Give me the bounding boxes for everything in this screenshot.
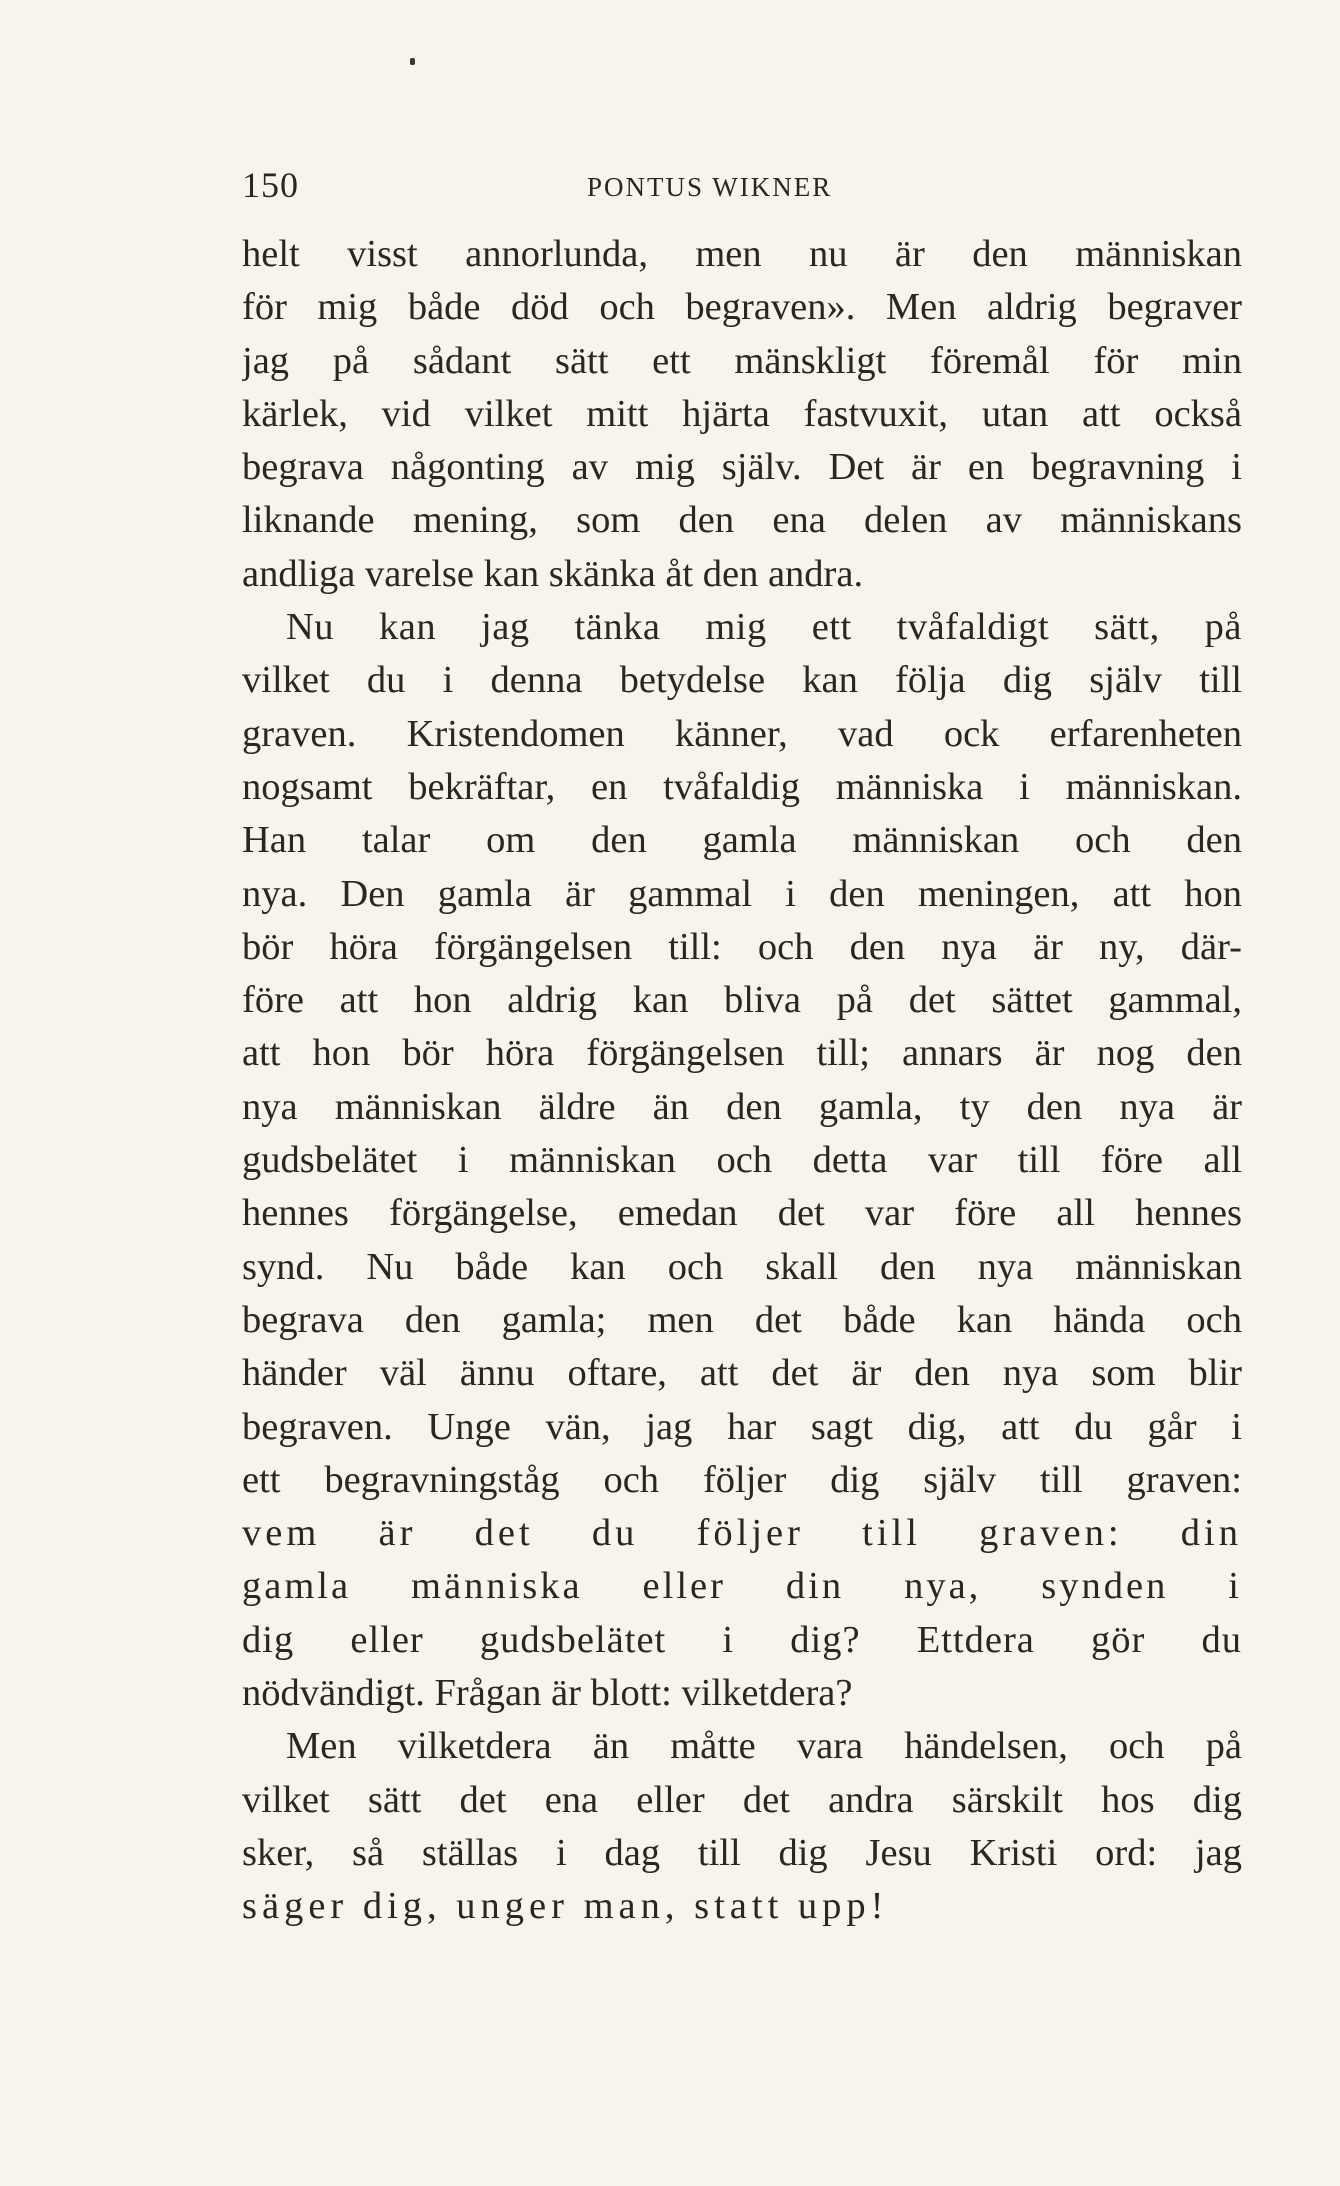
text-line: begrava någonting av mig själv. Det är en begravning i — [242, 446, 1242, 489]
text-line: synd. Nu både kan och skall den nya människan — [242, 1245, 1242, 1288]
text-line: begrava den gamla; men det både kan hända och — [242, 1298, 1242, 1341]
text-line: att hon bör höra förgängelsen till; annars är nog den — [242, 1032, 1242, 1075]
text-line: helt visst annorlunda, men nu är den människan — [242, 233, 1242, 275]
text-line: jag på sådant sätt ett mänskligt föremål för min — [242, 339, 1242, 382]
text-line: hennes förgängelse, emedan det var före all hennes — [242, 1192, 1242, 1235]
text-line: Han talar om den gamla människan och den — [242, 819, 1242, 862]
text-line: andliga varelse kan skänka åt den andra. — [242, 552, 864, 595]
text-line: vilket sätt det ena eller det andra särskilt hos dig — [242, 1778, 1242, 1821]
text-line: dig eller gudsbelätet i dig? Ettdera gör du — [242, 1618, 1242, 1661]
text-line: vilket du i denna betydelse kan följa dig själv till — [242, 659, 1242, 702]
running-head: PONTUS WIKNER — [587, 172, 833, 202]
text-line: graven. Kristendomen känner, vad ock erfarenheten — [242, 712, 1242, 755]
text-line: liknande mening, som den ena delen av människans — [242, 499, 1242, 542]
page-header — [242, 160, 1242, 208]
text-line: Nu kan jag tänka mig ett tvåfaldigt sätt, på — [286, 606, 1242, 649]
text-line: bör höra förgängelsen till: och den nya är ny, där- — [242, 925, 1242, 968]
text-line: nödvändigt. Frågan är blott: vilketdera? — [242, 1672, 853, 1715]
text-line: säger dig, unger man, statt upp! — [242, 1885, 889, 1928]
text-line: gamla människa eller din nya, synden i — [242, 1565, 1242, 1608]
text-line: sker, så ställas i dag till dig Jesu Kristi ord: jag — [242, 1831, 1242, 1874]
body-text — [242, 228, 1242, 1934]
text-line: Men vilketdera än måtte vara händelsen, och på — [286, 1725, 1242, 1768]
text-line: ett begravningståg och följer dig själv till graven: — [242, 1458, 1242, 1501]
page-number: 150 — [242, 165, 299, 205]
text-line: före att hon aldrig kan bliva på det sättet gammal, — [242, 979, 1242, 1022]
text-line: nya människan äldre än den gamla, ty den nya är — [242, 1085, 1242, 1128]
text-line: vem är det du följer till graven: din — [242, 1512, 1242, 1555]
ink-speck — [410, 58, 415, 65]
text-line: kärlek, vid vilket mitt hjärta fastvuxit, utan att också — [242, 392, 1242, 435]
text-line: händer väl ännu oftare, att det är den nya som blir — [242, 1352, 1242, 1395]
text-line: gudsbelätet i människan och detta var till före all — [242, 1139, 1242, 1182]
text-line: nogsamt bekräftar, en tvåfaldig människa i människan. — [242, 765, 1242, 808]
text-line: nya. Den gamla är gammal i den meningen, att hon — [242, 872, 1242, 915]
text-line: för mig både död och begraven». Men aldrig begraver — [242, 286, 1242, 329]
text-line: begraven. Unge vän, jag har sagt dig, att du går i — [242, 1405, 1242, 1448]
